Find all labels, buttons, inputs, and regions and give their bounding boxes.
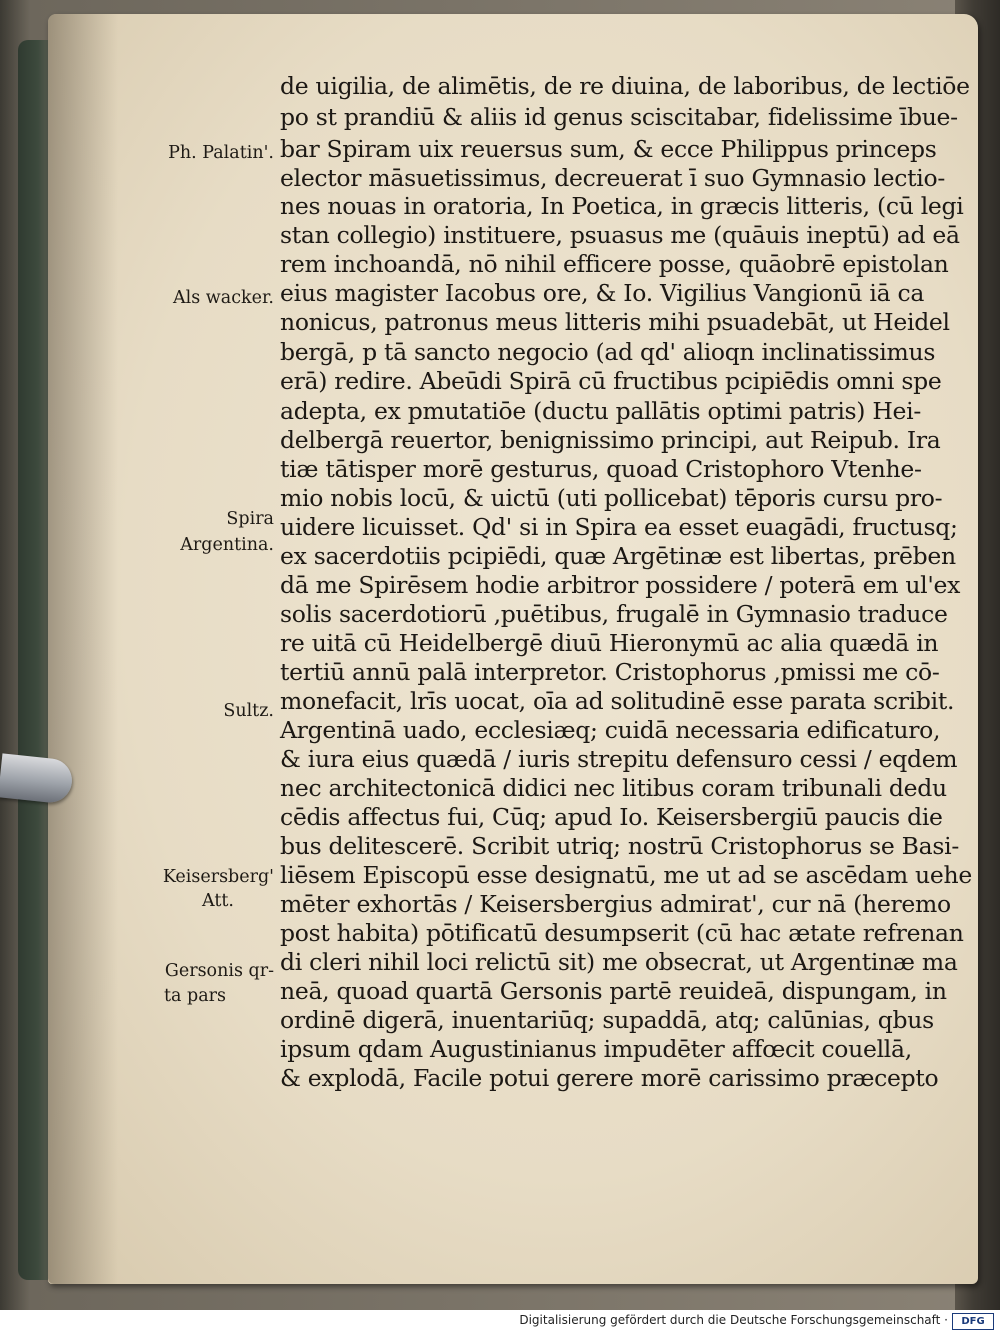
text-line: nes nouas in oratoria, In Poetica, in græcis litteris, (cū legi xyxy=(280,192,964,220)
text-line: & iura eius quædā / iuris strepitu defensuro cessi / eqdem xyxy=(280,745,958,773)
text-line: neā, quoad quartā Gersonis partē reuideā, dispungam, in xyxy=(280,977,947,1005)
text-line: delbergā reuertor, benignissimo principi, aut Reipub. Ira xyxy=(280,426,941,454)
footer-bar xyxy=(0,1310,1000,1331)
text-line: liēsem Episcopū esse designatū, me ut ad se ascēdam uehe xyxy=(280,861,972,889)
text-line: solis sacerdotiorū ,puētibus, frugalē in Gymnasio traduce xyxy=(280,600,948,628)
text-line: uidere licuisset. Qd' si in Spira ea esset euagādi, fructusq; xyxy=(280,513,958,541)
margin-note: Argentina. xyxy=(180,535,274,555)
text-line: stan collegio) instituere, psuasus me (quāuis ineptū) ad eā xyxy=(280,221,960,249)
funding-credit: Digitalisierung gefördert durch die Deutsche Forschungsgemeinschaft · xyxy=(519,1313,948,1327)
text-line: Argentinā uado, ecclesiæq; cuidā necessaria edificaturo, xyxy=(280,716,941,744)
text-line: bar Spiram uix reuersus sum, & ecce Philippus princeps xyxy=(280,135,937,163)
text-line: ipsum qdam Augustinianus impudēter affœcit couellā, xyxy=(280,1035,912,1063)
margin-note: Ph. Palatin'. xyxy=(168,143,274,163)
margin-note: ta pars xyxy=(163,986,226,1006)
text-line: elector māsuetissimus, decreuerat ī suo Gymnasio lectio- xyxy=(280,164,945,192)
margin-note: Sultz. xyxy=(223,701,274,721)
text-line: rem inchoandā, nō nihil efficere posse, quāobrē epistolan xyxy=(280,250,949,278)
text-line: cēdis affectus fui, Cūq; apud Io. Keisersbergiū paucis die xyxy=(280,803,943,831)
margin-note: Als wacker. xyxy=(173,288,274,308)
text-line: & explodā, Facile potui gerere morē carissimo præcepto xyxy=(280,1064,939,1092)
dfg-logo: DFG xyxy=(952,1313,994,1330)
text-line: mēter exhortās / Keisersbergius admirat', cur nā (heremo xyxy=(280,890,951,918)
text-line: nec architectonicā didici nec litibus coram tribunali dedu xyxy=(280,774,947,802)
text-line: po st prandiū & aliis id genus sciscitabar, fidelissime ībue- xyxy=(280,103,958,131)
margin-note: Spira xyxy=(226,509,274,529)
text-line: mio nobis locū, & uictū (uti pollicebat) tēporis cursu pro- xyxy=(280,484,943,512)
text-line: ordinē digerā, inuentariūq; supaddā, atq; calūnias, qbus xyxy=(280,1006,934,1034)
margin-note: Att. xyxy=(202,891,234,911)
text-line: tertiū annū palā interpretor. Cristophorus ,pmissi me cō- xyxy=(280,658,940,686)
margin-note: Keisersberg' xyxy=(162,867,274,887)
text-line: eius magister Iacobus ore, & Io. Vigilius Vangionū iā ca xyxy=(280,279,925,307)
margin-note: Gersonis qr- xyxy=(164,961,274,981)
text-line: di cleri nihil loci relictū sit) me obsecrat, ut Argentinæ ma xyxy=(280,948,958,976)
text-line: re uitā cū Heidelbergē diuū Hieronymū ac alia quædā in xyxy=(280,629,939,657)
text-line: dā me Spirēsem hodie arbitror possidere / poterā em ul'ex xyxy=(280,571,961,599)
text-line: monefacit, lrīs uocat, oīa ad solitudinē esse parata scribit. xyxy=(280,687,955,715)
text-line: post habita) pōtificatū desumpserit (cū hac ætate refrenan xyxy=(280,919,964,947)
text-line: tiæ tātisper morē gesturus, quoad Cristophoro Vtenhe- xyxy=(280,455,922,483)
gutter-shadow xyxy=(48,14,118,1284)
text-line: de uigilia, de alimētis, de re diuina, de laboribus, de lectiōe xyxy=(280,72,970,100)
text-line: bus delitescerē. Scribit utriq; nostrū Cristophorus se Basi- xyxy=(280,832,959,860)
text-line: ex sacerdotiis pcipiēdi, quæ Argētinæ est libertas, prēben xyxy=(280,542,956,570)
text-line: nonicus, patronus meus litteris mihi psuadebāt, ut Heidel xyxy=(280,308,950,336)
text-line: bergā, p tā sancto negocio (ad qd' alioqn inclinatissimus xyxy=(280,338,936,366)
text-line: adepta, ex pmutatiōe (ductu pallātis optimi patris) Hei- xyxy=(280,397,921,425)
text-line: erā) redire. Abeūdi Spirā cū fructibus pcipiēdis omni spe xyxy=(280,367,942,395)
